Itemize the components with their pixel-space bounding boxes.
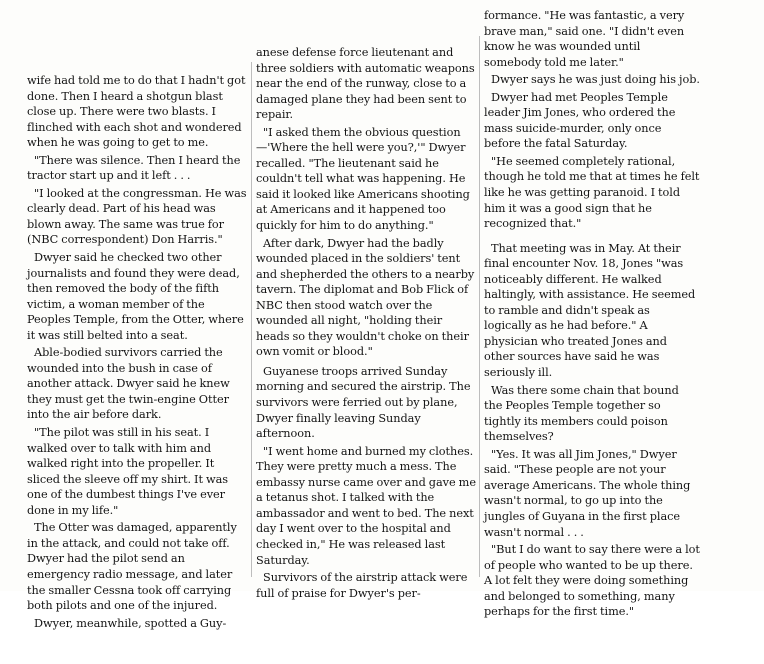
- paragraph: "He seemed completely rational, though he told me that at times he felt like he was getting paranoid. I told him it was a good sign that he recognized that.": [484, 154, 700, 231]
- paragraph: Was there some chain that bound the Peoples Temple together so tightly its members could poison themselves?: [484, 383, 679, 444]
- paragraph: "But I do want to say there were a lot of people who wanted to be up there. A lot felt they were doing something and belonged to something, many perhaps for the first time.": [484, 543, 700, 619]
- paragraph: The Otter was damaged, apparently in the attack, and could not take off. Dwyer had the pilot send an emergency radio message, and later the smaller Cessna took off carrying both pilots and one of the injured.: [27, 521, 237, 613]
- article-column-1: [27, 0, 249, 664]
- column-divider: [479, 36, 480, 577]
- paragraph: "I went home and burned my clothes. They were pretty much a mess. The embassy nurse came over and gave me a tetanus shot. I talked with the ambassador and went to bed. The next day I went over to the hospital and checked in," He was released last Saturday.: [256, 444, 476, 567]
- column-divider: [251, 62, 252, 577]
- article-column-3: [484, 0, 700, 619]
- paragraph: Guyanese troops arrived Sunday morning and secured the airstrip. The survivors were ferried out by plane, Dwyer finally leaving Sunday afternoon.: [256, 364, 471, 441]
- paragraph: Dwyer says he was just doing his job.: [491, 73, 700, 87]
- paragraph: Dwyer had met Peoples Temple leader Jim Jones, who ordered the mass suicide-murder, only once before the fatal Saturday.: [484, 90, 676, 151]
- paragraph: That meeting was in May. At their final encounter Nov. 18, Jones "was noticeably different. He walked haltingly, with assistance. He seemed to ramble and didn't speak as logically as he had before." A physician who treated Jones and other sources have said he was seriously ill.: [484, 241, 696, 380]
- paragraph: wife had told me to do that I hadn't got done. Then I heard a shotgun blast close up. There were two blasts. I flinched with each shot and wondered when he was going to get to me.: [27, 74, 246, 150]
- paragraph: "I asked them the obvious question —'Where the hell were you?,'" Dwyer recalled. "The lieutenant said he couldn't tell what was happening. He said it looked like Americans shooting at Americans and it happened too quickly for him to do anything.": [256, 125, 470, 233]
- article-column-2: [256, 0, 477, 636]
- paragraph: "I looked at the congressman. He was clearly dead. Part of his head was blown away. The same was true for (NBC correspondent) Don Harris.": [27, 186, 247, 247]
- paragraph: Dwyer, meanwhile, spotted a Guy-: [34, 616, 227, 630]
- paragraph: "There was silence. Then I heard the tractor start up and it left . . .: [27, 153, 241, 183]
- paragraph: Dwyer said he checked two other journalists and found they were dead, then removed the body of the fifth victim, a woman member of the Peoples Temple, from the Otter, where it was still belted into a seat.: [27, 251, 244, 342]
- paragraph: formance. "He was fantastic, a very brave man," said one. "I didn't even know he was wounded until somebody told me later.": [484, 9, 685, 69]
- paragraph: Able-bodied survivors carried the wounded into the bush in case of another attack. Dwyer said he knew they must get the twin-engine Otter into the air before dark.: [27, 346, 230, 422]
- paragraph: "Yes. It was all Jim Jones," Dwyer said. "These people are not your average Americans. The whole thing wasn't normal, to go up into the jungles of Guyana in the first place wasn't normal . . .: [484, 447, 691, 539]
- paragraph: After dark, Dwyer had the badly wounded placed in the soldiers' tent and shepherded the others to a nearby tavern. The diplomat and Bob Flick of NBC then stood watch over the wounded all night, "holding their heads so they wouldn't choke on their own vomit or blood.": [256, 236, 475, 359]
- paragraph: "The pilot was still in his seat. I walked over to talk with him and walked right into the propeller. It sliced the sleeve off my shirt. It was one of the dumbest things I've ever done in my life.": [27, 426, 229, 517]
- paragraph: anese defense force lieutenant and three soldiers with automatic weapons near the end of the runway, close to a damaged plane they had been sent to repair.: [256, 46, 475, 122]
- paragraph: Survivors of the airstrip attack were full of praise for Dwyer's per-: [256, 571, 468, 600]
